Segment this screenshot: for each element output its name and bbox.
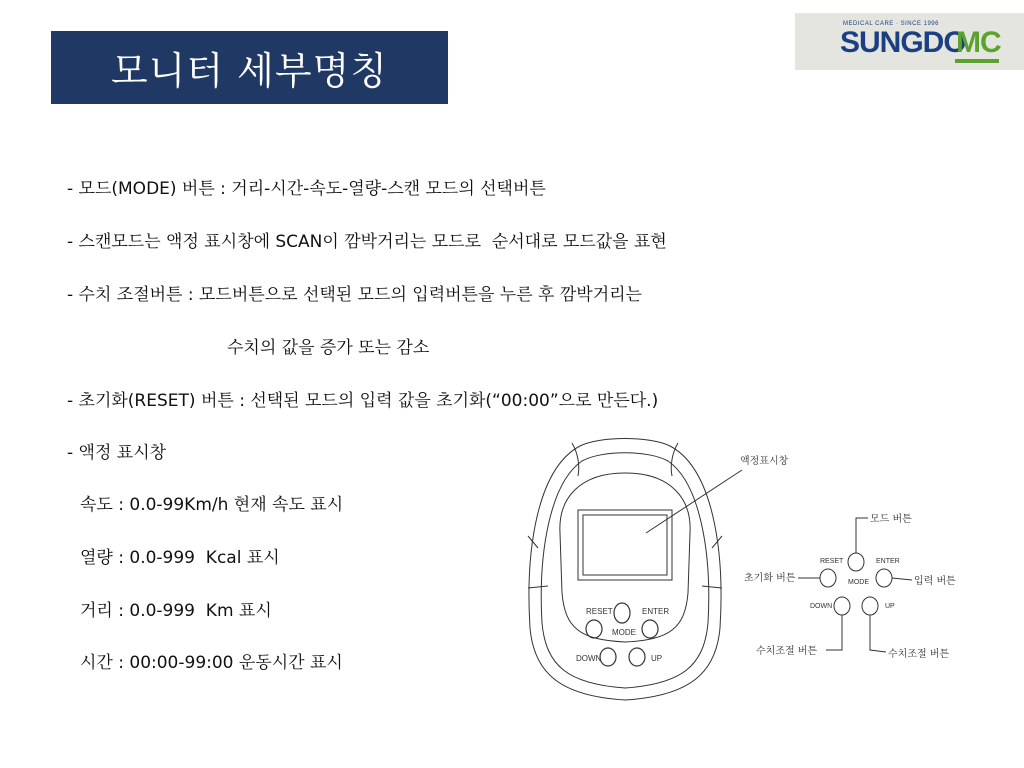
detail-key-mode: MODE bbox=[848, 579, 869, 586]
desc-line-reset-button: - 초기화(RESET) 버튼 : 선택된 모드의 입력 값을 초기화(“00:00”으로 만든다.) bbox=[67, 391, 659, 411]
adjust-right-label: 수치조절 버튼 bbox=[888, 649, 950, 660]
detail-button-labels bbox=[810, 558, 900, 610]
key-down: DOWN bbox=[576, 654, 602, 663]
mode-button-label: 모드 버튼 bbox=[870, 514, 912, 525]
enter-button-label: 입력 버튼 bbox=[914, 576, 956, 587]
monitor-diagram bbox=[520, 428, 970, 708]
logo-wordmark: SUNGDO bbox=[840, 26, 966, 59]
detail-key-down: DOWN bbox=[810, 603, 833, 610]
key-reset: RESET bbox=[586, 607, 613, 616]
key-mode: MODE bbox=[612, 628, 636, 637]
title-banner bbox=[51, 31, 448, 104]
detail-key-reset: RESET bbox=[820, 558, 844, 565]
logo-underline bbox=[955, 59, 999, 63]
key-enter: ENTER bbox=[642, 607, 670, 616]
page-title: 모니터 세부명칭 bbox=[110, 49, 389, 93]
company-logo bbox=[795, 13, 1024, 70]
desc-line-scan-mode: - 스캔모드는 액정 표시창에 SCAN이 깜박거리는 모드로 순서대로 모드값을 표현 bbox=[67, 232, 667, 252]
detail-key-enter: ENTER bbox=[876, 558, 900, 565]
logo-accent: MC bbox=[956, 26, 1001, 59]
desc-line-time: 시간 : 00:00-99:00 운동시간 표시 bbox=[80, 653, 343, 673]
desc-line-lcd-heading: - 액정 표시창 bbox=[67, 443, 167, 463]
detail-key-up: UP bbox=[885, 603, 895, 610]
desc-line-distance: 거리 : 0.0-999 Km 표시 bbox=[80, 601, 272, 621]
reset-button-label: 초기화 버튼 bbox=[744, 573, 796, 584]
detail-callouts bbox=[744, 512, 956, 660]
desc-line-calories: 열량 : 0.0-999 Kcal 표시 bbox=[80, 548, 280, 568]
key-up: UP bbox=[651, 654, 663, 663]
logo-tagline: MEDICAL CARE · SINCE 1996 bbox=[843, 21, 939, 27]
desc-line-adjust-button: - 수치 조절버튼 : 모드버튼으로 선택된 모드의 입력버튼을 누른 후 깜박거리는 bbox=[67, 285, 642, 305]
lcd-label: 액정표시창 bbox=[740, 456, 789, 467]
desc-line-mode-button: - 모드(MODE) 버튼 : 거리-시간-속도-열량-스캔 모드의 선택버튼 bbox=[67, 179, 546, 199]
adjust-left-label: 수치조절 버튼 bbox=[756, 646, 818, 657]
desc-line-adjust-continued: 수치의 값을 증가 또는 감소 bbox=[227, 338, 430, 358]
desc-line-speed: 속도 : 0.0-99Km/h 현재 속도 표시 bbox=[80, 495, 344, 515]
monitor-housing bbox=[528, 439, 722, 701]
